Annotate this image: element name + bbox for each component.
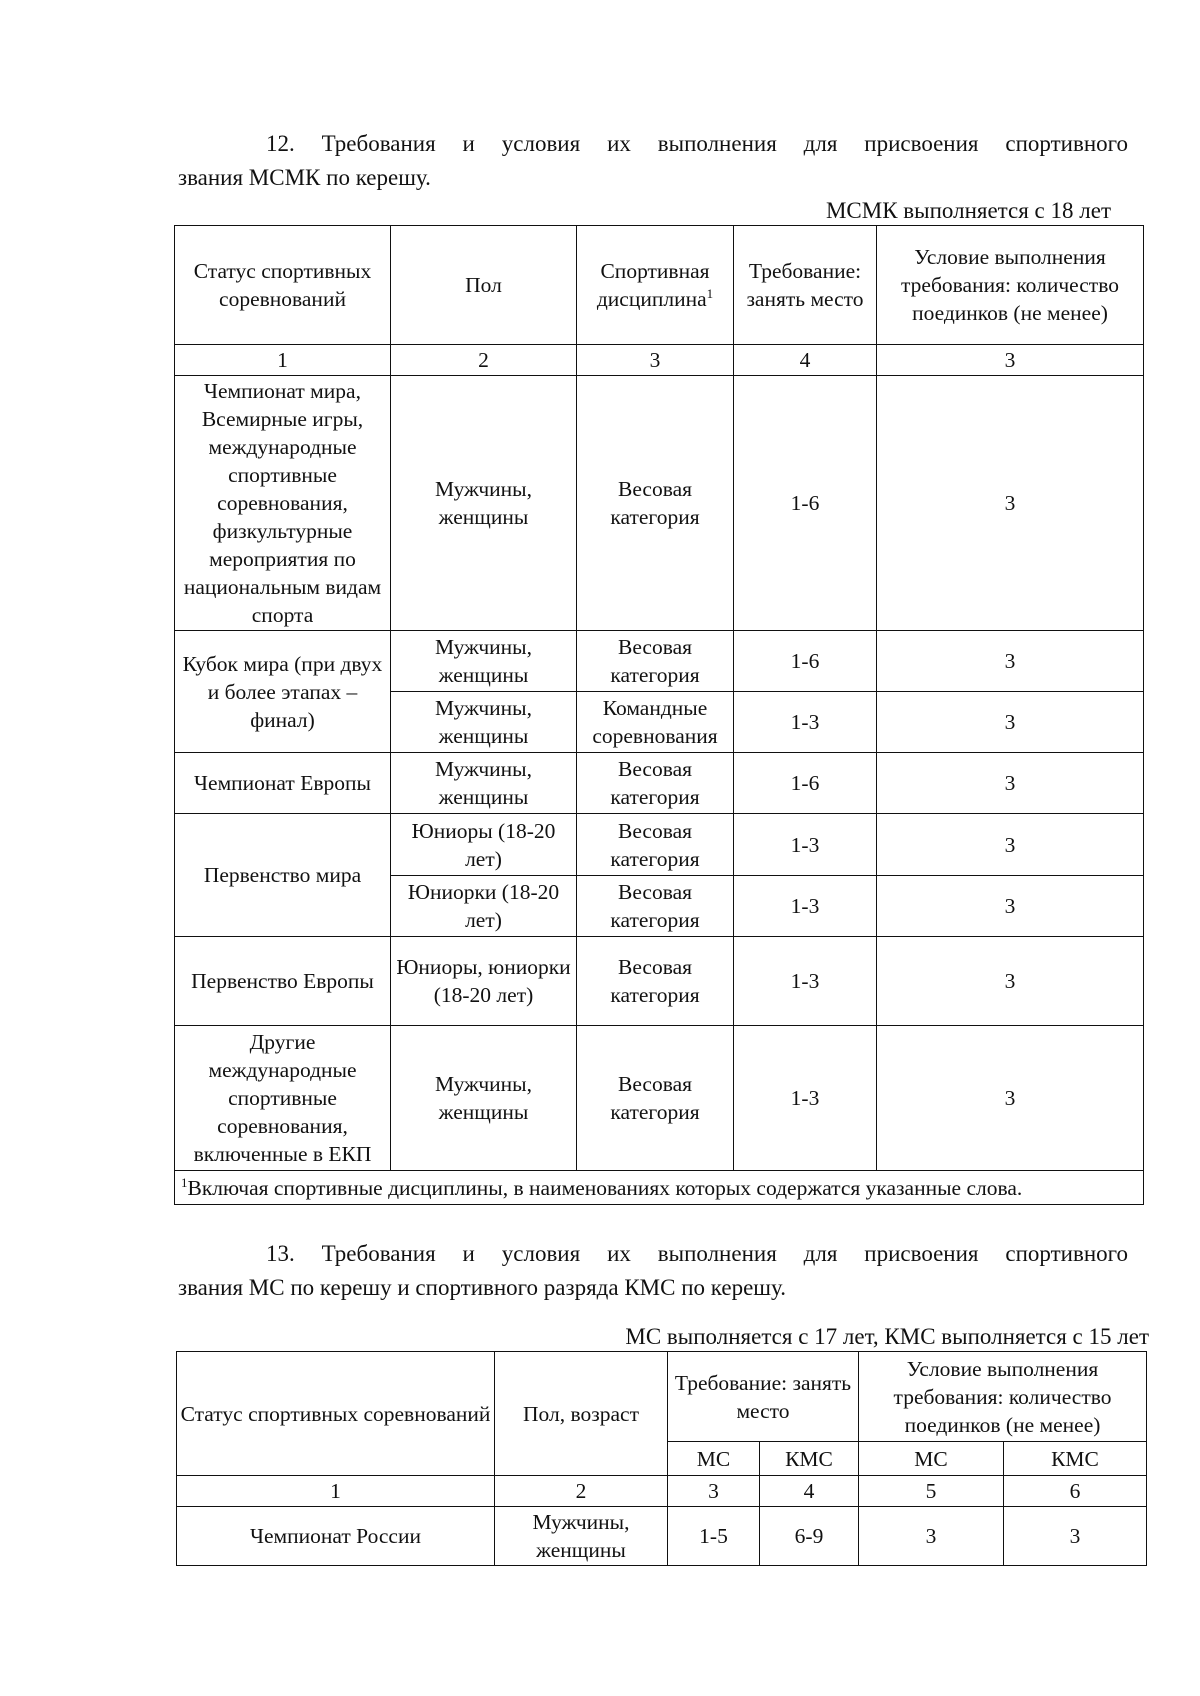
sex-cell: Мужчины, женщины <box>391 692 577 753</box>
discipline-cell: Весовая категория <box>577 876 734 937</box>
bouts-cell: 3 <box>877 937 1144 1026</box>
status-cell: Другие международные спортивные соревнования, включенные в ЕКП <box>175 1026 391 1171</box>
place-cell: 1-6 <box>734 753 877 814</box>
place-cell: 1-3 <box>734 814 877 876</box>
discipline-cell: Весовая категория <box>577 814 734 876</box>
column-index: 1 <box>177 1476 495 1507</box>
footnote <box>175 1171 1144 1205</box>
status-cell: Первенство Европы <box>175 937 391 1026</box>
header-place-ms: МС <box>668 1442 760 1476</box>
section-13-heading-line1: 13. Требования и условия их выполнения для присвоения спортивного <box>266 1241 1128 1266</box>
discipline-cell: Весовая категория <box>577 937 734 1026</box>
section-13-heading <box>178 1237 1128 1305</box>
sex-cell: Мужчины, женщины <box>391 631 577 692</box>
header-place: Требование: занять место <box>734 226 877 345</box>
discipline-cell: Весовая категория <box>577 376 734 631</box>
discipline-cell: Командные соревнования <box>577 692 734 753</box>
header-bouts-kms: КМС <box>1004 1442 1147 1476</box>
sex-cell: Мужчины, женщины <box>391 1026 577 1171</box>
bouts-cell: 3 <box>877 753 1144 814</box>
footnote-mark: 1 <box>706 285 714 301</box>
table-header-row <box>177 1352 1147 1442</box>
sex-cell: Юниорки (18-20 лет) <box>391 876 577 937</box>
column-index: 2 <box>495 1476 668 1507</box>
msmk-requirements-table <box>174 225 1144 1205</box>
column-index-row <box>177 1476 1147 1507</box>
bouts-cell: 3 <box>877 692 1144 753</box>
msmk-age-note: МСМК выполняется с 18 лет <box>825 198 1111 223</box>
bouts-kms-cell: 3 <box>1004 1507 1147 1566</box>
table-row <box>175 1026 1144 1171</box>
place-ms-cell: 1-5 <box>668 1507 760 1566</box>
sex-cell: Юниоры (18-20 лет) <box>391 814 577 876</box>
column-index: 4 <box>760 1476 859 1507</box>
header-status: Статус спортивных соревнований <box>175 226 391 345</box>
column-index: 2 <box>391 345 577 376</box>
table-row <box>175 814 1144 876</box>
sex-age-cell: Мужчины, женщины <box>495 1507 668 1566</box>
status-cell: Чемпионат России <box>177 1507 495 1566</box>
discipline-cell: Весовая категория <box>577 631 734 692</box>
header-sex-age: Пол, возраст <box>495 1352 668 1476</box>
status-cell: Чемпионат мира, Всемирные игры, международные спортивные соревнования, физкультурные мероприятия по национальным видам спорта <box>175 376 391 631</box>
table-row <box>175 753 1144 814</box>
header-place-kms: КМС <box>760 1442 859 1476</box>
table-row <box>175 376 1144 631</box>
sex-cell: Мужчины, женщины <box>391 753 577 814</box>
table-row <box>177 1507 1147 1566</box>
bouts-cell: 3 <box>877 631 1144 692</box>
header-place: Требование: занять место <box>668 1352 859 1442</box>
place-cell: 1-3 <box>734 692 877 753</box>
discipline-cell: Весовая категория <box>577 1026 734 1171</box>
sex-cell: Мужчины, женщины <box>391 376 577 631</box>
status-cell: Чемпионат Европы <box>175 753 391 814</box>
place-kms-cell: 6-9 <box>760 1507 859 1566</box>
footnote-row <box>175 1171 1144 1205</box>
footnote-mark: 1 <box>181 1174 188 1190</box>
column-index: 3 <box>668 1476 760 1507</box>
section-12-heading-line2: звания МСМК по керешу. <box>178 165 431 190</box>
header-condition: Условие выполнения требования: количество поединков (не менее) <box>859 1352 1147 1442</box>
column-index: 5 <box>859 1476 1004 1507</box>
table-row <box>175 631 1144 692</box>
ms-kms-age-note: МС выполняется с 17 лет, КМС выполняется с 15 лет <box>625 1324 1149 1349</box>
status-cell: Первенство мира <box>175 814 391 937</box>
bouts-cell: 3 <box>877 814 1144 876</box>
bouts-cell: 3 <box>877 876 1144 937</box>
footnote-text: Включая спортивные дисциплины, в наименованиях которых содержатся указанные слова. <box>187 1175 1023 1200</box>
table-row <box>175 937 1144 1026</box>
header-sex: Пол <box>391 226 577 345</box>
header-status: Статус спортивных соревнований <box>177 1352 495 1476</box>
ms-kms-requirements-table <box>176 1351 1147 1566</box>
table-header-row <box>175 226 1144 345</box>
section-12-heading <box>178 127 1128 195</box>
column-index-row <box>175 345 1144 376</box>
header-bouts-ms: МС <box>859 1442 1004 1476</box>
column-index: 1 <box>175 345 391 376</box>
column-index: 3 <box>577 345 734 376</box>
column-index: 6 <box>1004 1476 1147 1507</box>
header-discipline <box>577 226 734 345</box>
place-cell: 1-6 <box>734 631 877 692</box>
header-discipline-label: Спортивная дисциплина <box>596 259 710 311</box>
place-cell: 1-3 <box>734 937 877 1026</box>
status-cell: Кубок мира (при двух и более этапах – финал) <box>175 631 391 753</box>
place-cell: 1-3 <box>734 876 877 937</box>
header-condition: Условие выполнения требования: количество поединков (не менее) <box>877 226 1144 345</box>
section-12-heading-line1: 12. Требования и условия их выполнения для присвоения спортивного <box>266 131 1128 156</box>
bouts-ms-cell: 3 <box>859 1507 1004 1566</box>
discipline-cell: Весовая категория <box>577 753 734 814</box>
bouts-cell: 3 <box>877 1026 1144 1171</box>
column-index: 4 <box>734 345 877 376</box>
sex-cell: Юниоры, юниорки (18-20 лет) <box>391 937 577 1026</box>
place-cell: 1-3 <box>734 1026 877 1171</box>
section-13-heading-line2: звания МС по керешу и спортивного разряда КМС по керешу. <box>178 1275 786 1300</box>
column-index: 3 <box>877 345 1144 376</box>
place-cell: 1-6 <box>734 376 877 631</box>
bouts-cell: 3 <box>877 376 1144 631</box>
